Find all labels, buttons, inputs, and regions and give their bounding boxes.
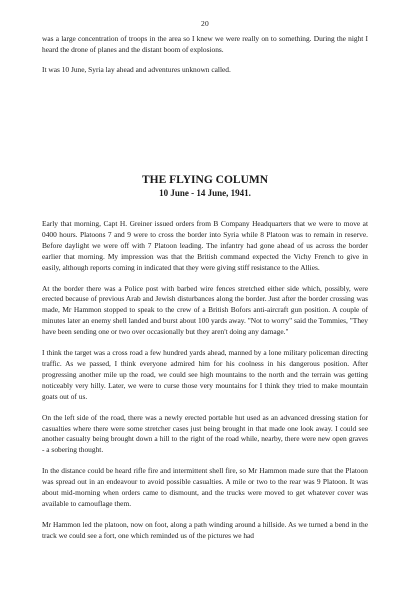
body-paragraph-6: Mr Hammon led the platoon, now on foot, along a path winding around a hillside. As we turned a bend in the track we could see a fort, one which reminded us of the pictures we had: [42, 519, 368, 540]
body-paragraph-4: On the left side of the road, there was a newly erected portable hut used as an advanced dressing station for casualties where there were some stretcher cases just being brought in that made one look away. I could see another casualty being brought down a hill to the right of the road while, nearby, there were new open graves - a sobering thought.: [42, 412, 368, 455]
body-paragraph-2: At the border there was a Police post with barbed wire fences stretched either side which, possibly, were erected because of previous Arab and Jewish disturbances along the border. Just after the border crossing was made, Mr Hammon stopped to speak to the crew of a British Bofors anti-aircraft gun position. A couple of minutes later an enemy shell landed and burst about 100 yards away. "Not to worry" said the Tommies, "They have been sending one or two over occasionally but they aren't doing any damage.": [42, 283, 368, 337]
intro-section: [42, 34, 368, 76]
intro-paragraph-1: was a large concentration of troops in the area so I knew we were really on to something. During the night I heard the drone of planes and the distant boom of explosions.: [42, 34, 368, 54]
body-paragraph-1: Early that morning, Capt H. Greiner issued orders from B Company Headquarters that we were to move at 0400 hours. Platoons 7 and 9 were to cross the border into Syria while 8 Platoon was to remain in reserve. Before daylight we were off with 7 Platoon leading. The infantry had gone ahead of us across the border earlier that morning. My impression was that the British command expected the Vichy French to give in easily, although reports coming in indicated that they were giving stiff resistance to the Allies.: [42, 219, 368, 272]
body-paragraph-3: I think the target was a cross road a few hundred yards ahead, manned by a lone military policeman directing traffic. As we passed, I think everyone admired him for his coolness in his dangerous position. After progressing another mile up the road, we could see high mountains to the north and the terrain was getting noticeably very hilly. Later, we were to curse those very mountains for I think they tried to make mountain goats out of us.: [42, 348, 368, 401]
chapter-body: [42, 219, 368, 542]
chapter-title: THE FLYING COLUMN: [141, 174, 269, 186]
page-number: 20: [201, 19, 209, 28]
body-paragraph-5: In the distance could be heard rifle fire and intermittent shell fire, so Mr Hammon made sure that the Platoon was spread out in an endeavour to avoid possible casualties. A mile or two to the rear was 9 Platoon. It was about mid-morning when orders came to dismount, and the trucks were moved to get whatever cover was available to camouflage them.: [42, 466, 368, 508]
intro-paragraph-2: It was 10 June, Syria lay ahead and adventures unknown called.: [42, 64, 231, 74]
chapter-dates: 10 June - 14 June, 1941.: [159, 188, 251, 198]
